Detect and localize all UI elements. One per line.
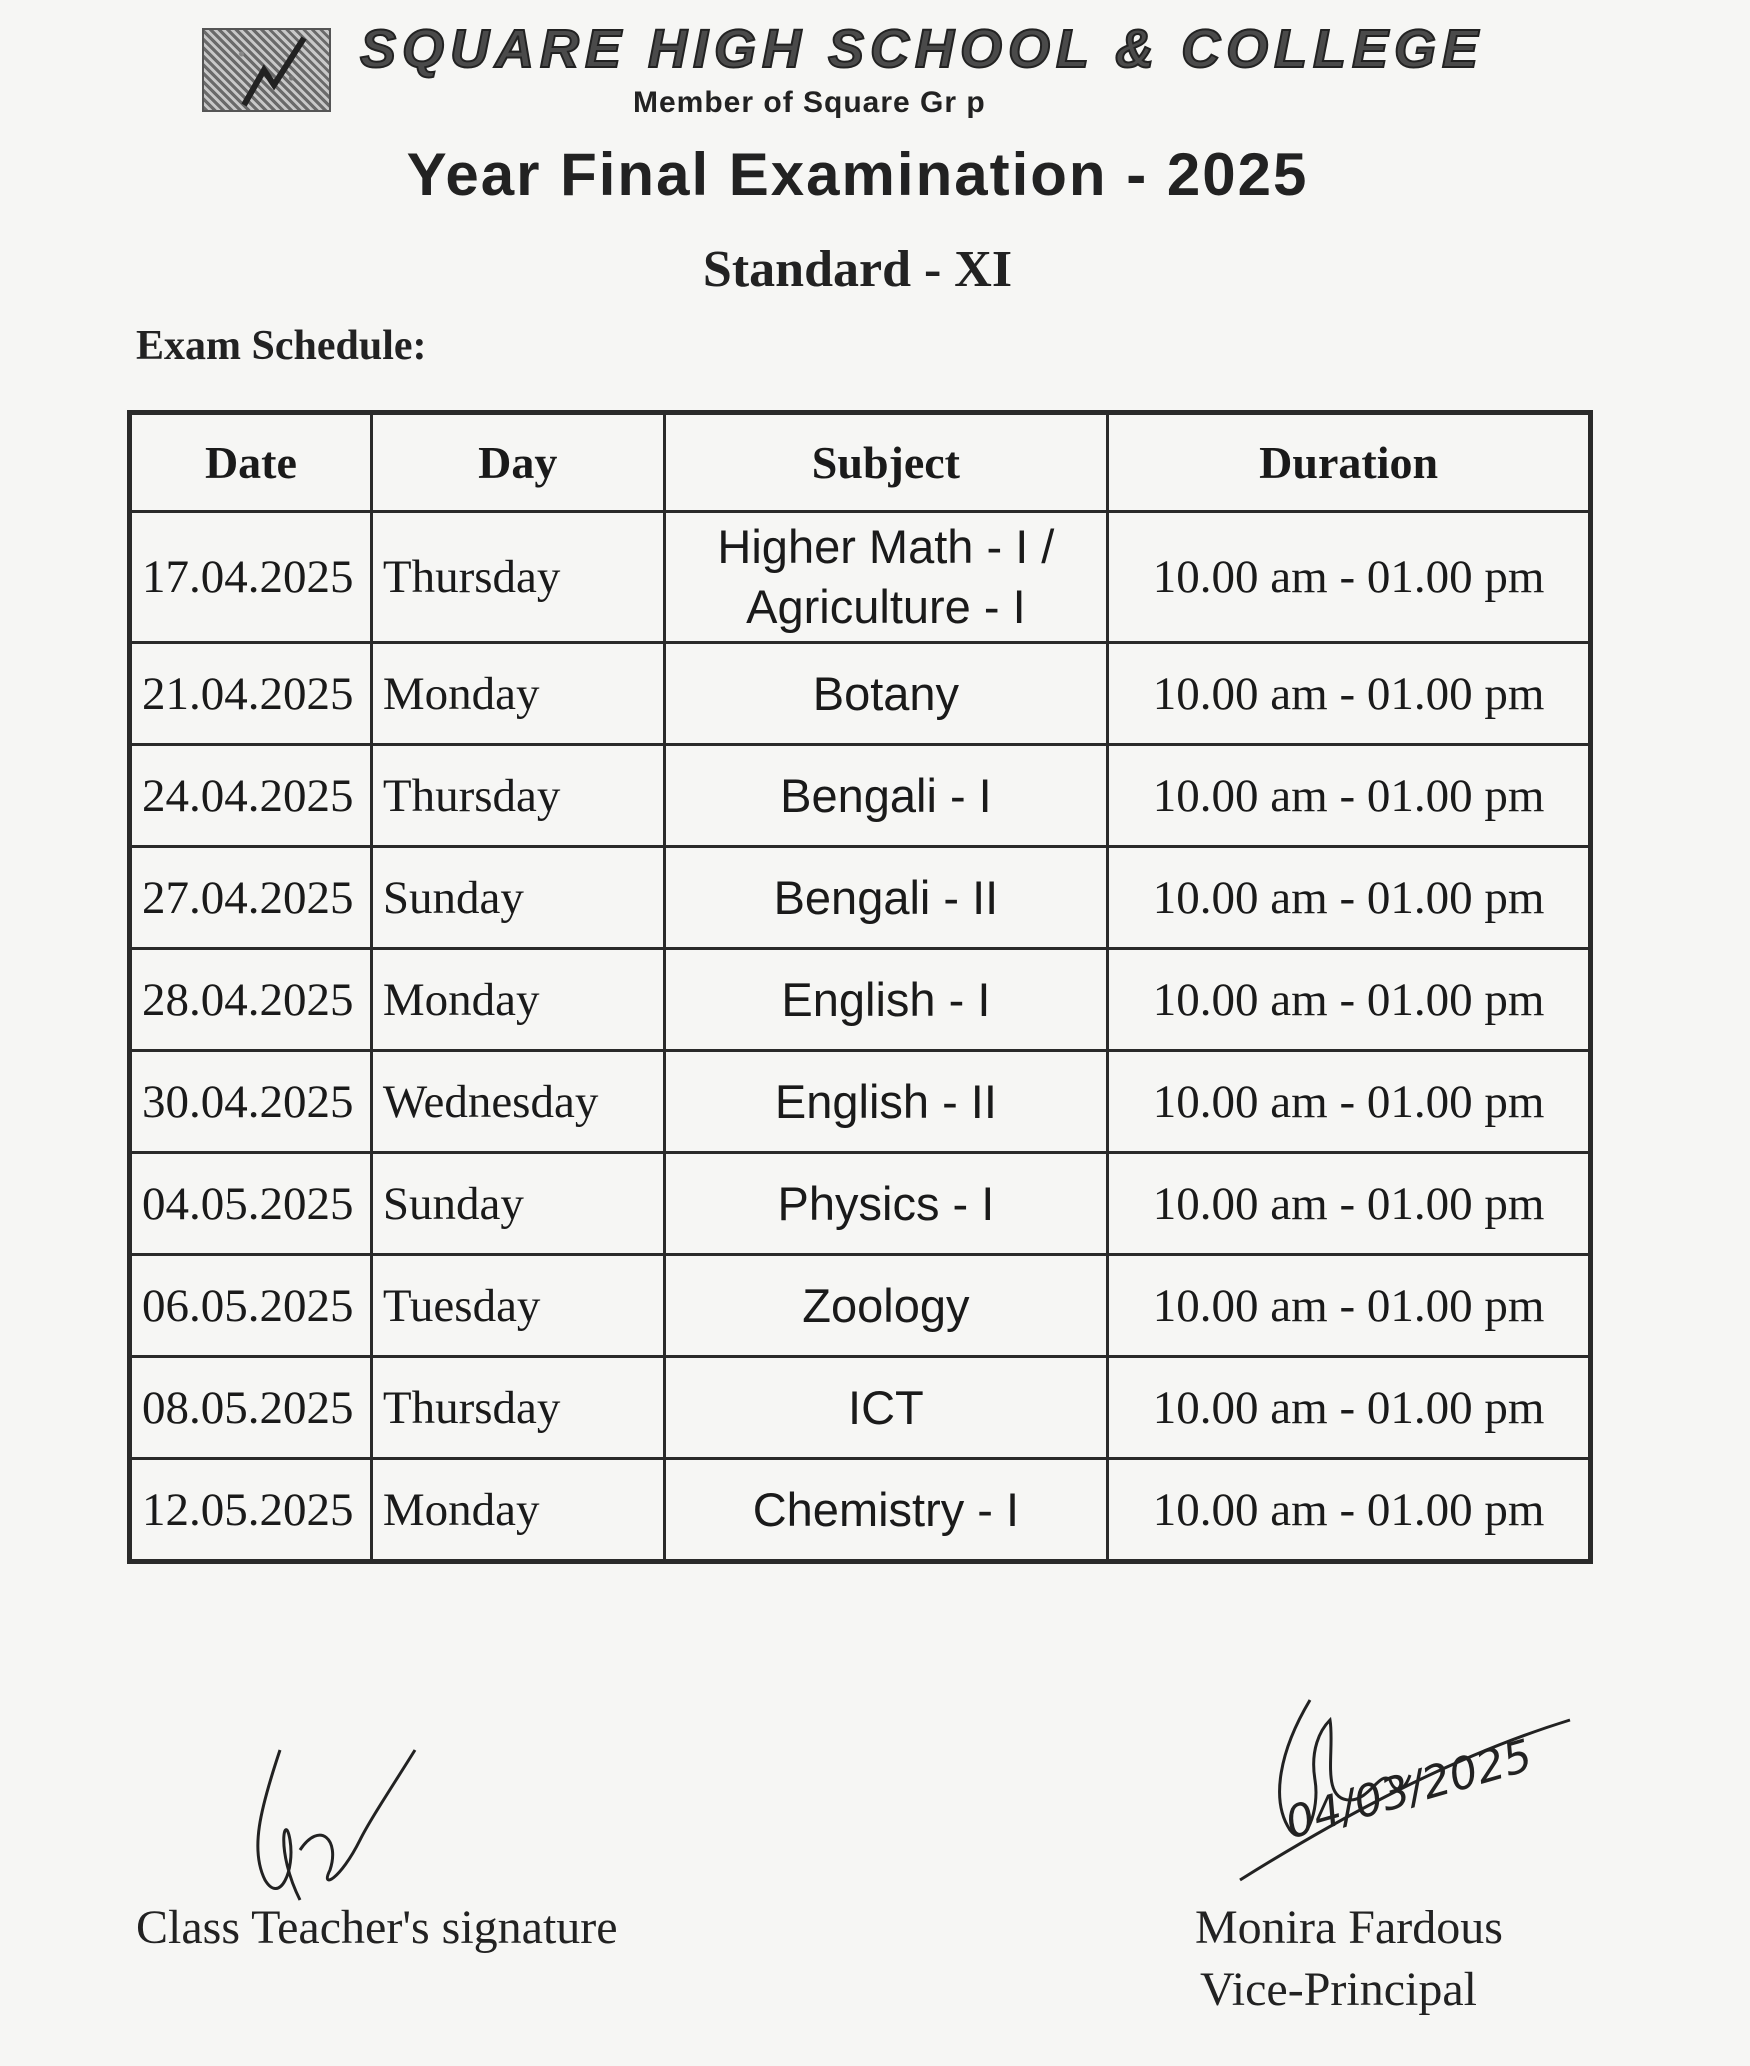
cell-duration: 10.00 am - 01.00 pm bbox=[1108, 643, 1591, 745]
cell-date: 04.05.2025 bbox=[130, 1153, 372, 1255]
table-row bbox=[130, 1153, 1591, 1255]
cell-subject: Bengali - II bbox=[664, 847, 1108, 949]
cell-subject: Physics - I bbox=[664, 1153, 1108, 1255]
table-row bbox=[130, 1357, 1591, 1459]
cell-day: Monday bbox=[371, 1459, 664, 1562]
cell-date: 17.04.2025 bbox=[130, 512, 372, 643]
cell-date: 28.04.2025 bbox=[130, 949, 372, 1051]
cell-day: Tuesday bbox=[371, 1255, 664, 1357]
exam-schedule-table bbox=[127, 410, 1593, 1564]
cell-subject: English - I bbox=[664, 949, 1108, 1051]
cell-date: 24.04.2025 bbox=[130, 745, 372, 847]
cell-duration: 10.00 am - 01.00 pm bbox=[1108, 847, 1591, 949]
cell-subject: Zoology bbox=[664, 1255, 1108, 1357]
table-row bbox=[130, 512, 1591, 643]
cell-date: 21.04.2025 bbox=[130, 643, 372, 745]
cell-duration: 10.00 am - 01.00 pm bbox=[1108, 1153, 1591, 1255]
cell-day: Sunday bbox=[371, 847, 664, 949]
school-name: SQUARE HIGH SCHOOL & COLLEGE bbox=[360, 19, 1485, 79]
cell-subject: English - II bbox=[664, 1051, 1108, 1153]
cell-day: Monday bbox=[371, 949, 664, 1051]
table-header-row bbox=[130, 413, 1591, 512]
cell-subject: Bengali - I bbox=[664, 745, 1108, 847]
vice-principal-name: Monira Fardous bbox=[1195, 1901, 1503, 1954]
header-day: Day bbox=[371, 413, 664, 512]
cell-duration: 10.00 am - 01.00 pm bbox=[1108, 1051, 1591, 1153]
table-row bbox=[130, 1255, 1591, 1357]
standard-label: Standard - XI bbox=[702, 241, 1013, 298]
member-line: Member of Square Gr p bbox=[633, 86, 986, 119]
class-teacher-signature-label: Class Teacher's signature bbox=[136, 1901, 618, 1954]
cell-duration: 10.00 am - 01.00 pm bbox=[1108, 1459, 1591, 1562]
table-row bbox=[130, 643, 1591, 745]
cell-duration: 10.00 am - 01.00 pm bbox=[1108, 512, 1591, 643]
cell-subject: Botany bbox=[664, 643, 1108, 745]
cell-duration: 10.00 am - 01.00 pm bbox=[1108, 949, 1591, 1051]
cell-date: 06.05.2025 bbox=[130, 1255, 372, 1357]
table-row bbox=[130, 949, 1591, 1051]
header-duration: Duration bbox=[1108, 413, 1591, 512]
cell-day: Thursday bbox=[371, 512, 664, 643]
cell-date: 30.04.2025 bbox=[130, 1051, 372, 1153]
cell-subject: ICT bbox=[664, 1357, 1108, 1459]
cell-duration: 10.00 am - 01.00 pm bbox=[1108, 1255, 1591, 1357]
subject-line: Agriculture - I bbox=[746, 580, 1026, 633]
subject-line: Higher Math - I / bbox=[717, 520, 1055, 573]
table-row bbox=[130, 1051, 1591, 1153]
cell-date: 12.05.2025 bbox=[130, 1459, 372, 1562]
cell-day: Wednesday bbox=[371, 1051, 664, 1153]
table-row bbox=[130, 1459, 1591, 1562]
handwritten-signature-date: 04/03/2025 bbox=[1280, 1730, 1538, 1850]
cell-duration: 10.00 am - 01.00 pm bbox=[1108, 1357, 1591, 1459]
header-subject: Subject bbox=[664, 413, 1108, 512]
cell-date: 27.04.2025 bbox=[130, 847, 372, 949]
vice-principal-title: Vice-Principal bbox=[1200, 1963, 1478, 2016]
cell-day: Sunday bbox=[371, 1153, 664, 1255]
table-row bbox=[130, 745, 1591, 847]
cell-duration: 10.00 am - 01.00 pm bbox=[1108, 745, 1591, 847]
cell-subject bbox=[664, 512, 1108, 643]
school-logo bbox=[202, 28, 331, 112]
schedule-label: Exam Schedule: bbox=[136, 323, 427, 369]
cell-day: Thursday bbox=[371, 745, 664, 847]
cell-date: 08.05.2025 bbox=[130, 1357, 372, 1459]
cell-day: Monday bbox=[371, 643, 664, 745]
exam-title: Year Final Examination - 2025 bbox=[406, 141, 1309, 208]
table-row bbox=[130, 847, 1591, 949]
cell-subject: Chemistry - I bbox=[664, 1459, 1108, 1562]
header-date: Date bbox=[130, 413, 372, 512]
cell-day: Thursday bbox=[371, 1357, 664, 1459]
